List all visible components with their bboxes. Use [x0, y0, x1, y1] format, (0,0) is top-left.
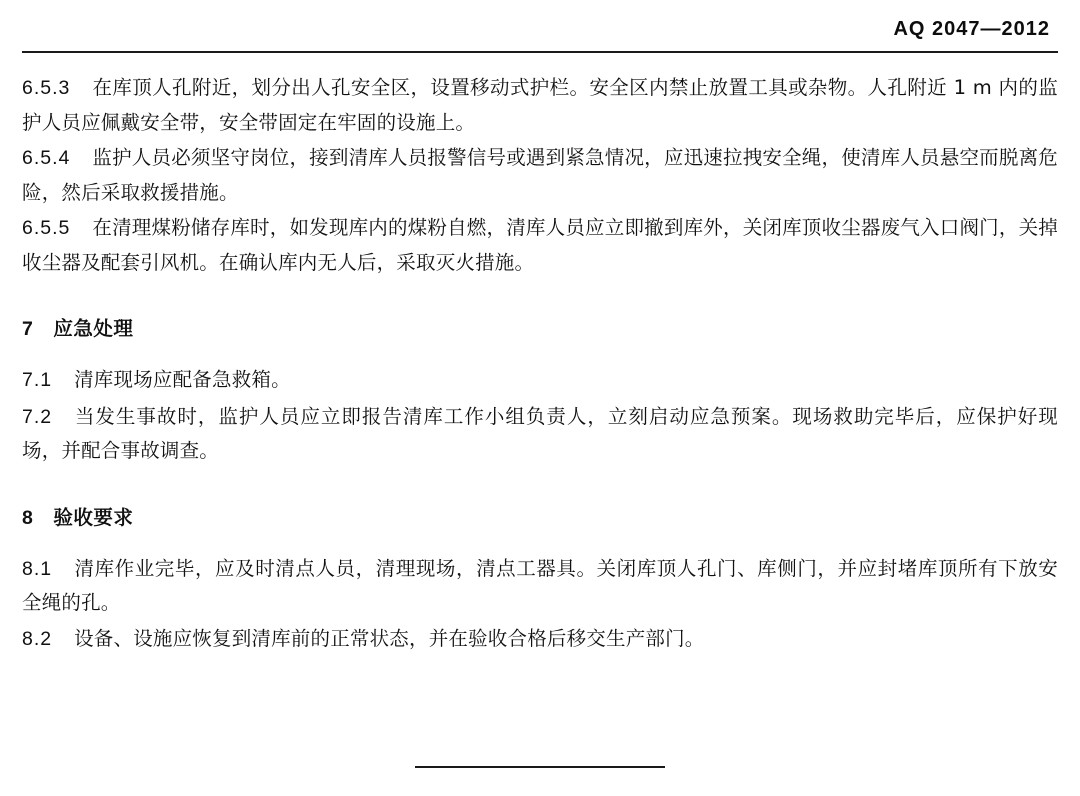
paragraph-6-5-5: [22, 211, 1058, 279]
paragraph-8-1: [22, 552, 1058, 620]
header-divider: [22, 51, 1058, 53]
footer-divider: [415, 766, 665, 768]
section-number: 8: [22, 506, 34, 529]
paragraph-number: 6.5.5: [22, 217, 71, 240]
paragraph-number: 7.2: [22, 405, 53, 428]
paragraph-7-2: [22, 400, 1058, 468]
paragraph-number: 8.2: [22, 627, 53, 650]
document-body: [22, 71, 1058, 656]
paragraph-number: 8.1: [22, 557, 53, 580]
paragraph-text: 清库作业完毕，应及时清点人员，清理现场，清点工器具。关闭库顶人孔门、库侧门，并应封堵库顶所有下放安全绳的孔。: [22, 556, 1058, 615]
section-title: 应急处理: [53, 317, 134, 341]
paragraph-6-5-4: [22, 141, 1058, 209]
paragraph-7-1: [22, 363, 1058, 398]
page-header-code: AQ 2047—2012: [893, 18, 1050, 40]
paragraph-text: 当发生事故时，监护人员应立即报告清库工作小组负责人，立刻启动应急预案。现场救助完毕后，应保护好现场，并配合事故调查。: [22, 404, 1058, 463]
paragraph-text: 在库顶人孔附近，划分出人孔安全区，设置移动式护栏。安全区内禁止放置工具或杂物。人孔附近 1 m 内的监护人员应佩戴安全带，安全带固定在牢固的设施上。: [22, 76, 1058, 134]
section-heading-8: [22, 502, 1058, 530]
paragraph-number: 6.5.4: [22, 147, 71, 170]
paragraph-8-2: [22, 622, 1058, 657]
section-title: 验收要求: [53, 505, 134, 529]
paragraph-text: 监护人员必须坚守岗位，接到清库人员报警信号或遇到紧急情况，应迅速拉拽安全绳，使清库人员悬空而脱离危险，然后采取救援措施。: [22, 146, 1058, 204]
paragraph-number: 6.5.3: [22, 77, 71, 99]
section-heading-7: [22, 313, 1058, 341]
paragraph-text: 在清理煤粉储存库时，如发现库内的煤粉自燃，清库人员应立即撤到库外，关闭库顶收尘器废气入口阀门，关掉收尘器及配套引风机。在确认库内无人后，采取灭火措施。: [22, 216, 1058, 274]
section-number: 7: [22, 318, 34, 341]
paragraph-6-5-3: [22, 71, 1058, 139]
paragraph-number: 7.1: [22, 369, 53, 392]
paragraph-text: 清库现场应配备急救箱。: [74, 368, 291, 392]
paragraph-text: 设备、设施应恢复到清库前的正常状态，并在验收合格后移交生产部门。: [74, 626, 705, 650]
